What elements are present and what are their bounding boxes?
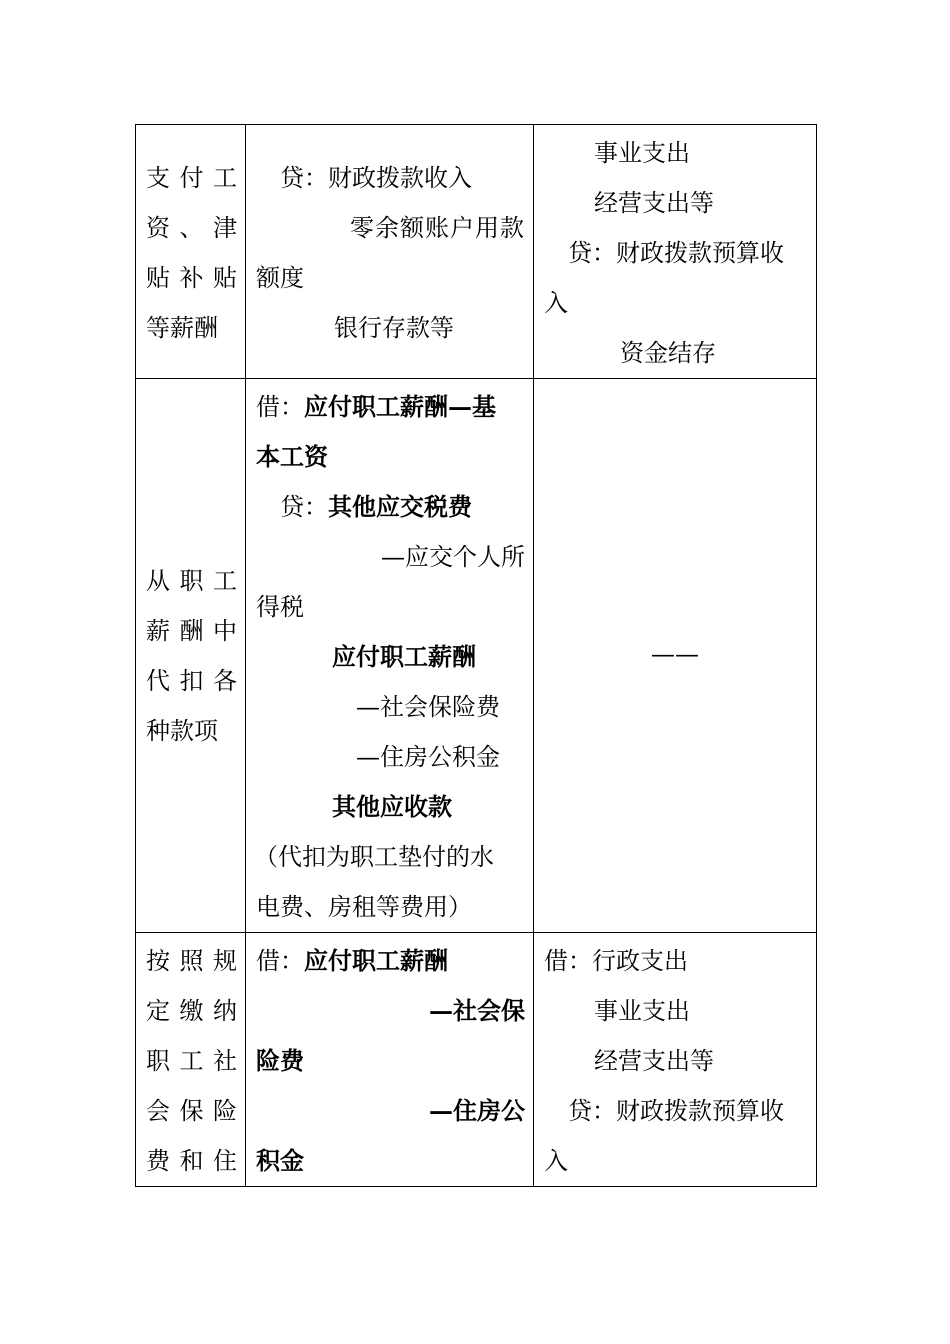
- entry-prefix: 借：: [256, 947, 304, 975]
- item-cell: [136, 933, 246, 1187]
- account-name: 应付职工薪酬: [332, 642, 476, 671]
- item-cell: [136, 379, 246, 933]
- empty-dash: ——: [651, 639, 699, 668]
- item-text: 费和住: [146, 1147, 237, 1175]
- account-name: 应付职工薪酬: [304, 946, 448, 975]
- item-text: 支付工: [146, 164, 237, 192]
- entry-prefix: 借：: [256, 393, 304, 421]
- budget-accounting-cell: [534, 933, 817, 1187]
- account-name: —社会保: [429, 996, 525, 1025]
- entry-line: 得税: [256, 593, 304, 621]
- budget-accounting-cell: [534, 125, 817, 379]
- entry-line: 额度: [256, 264, 304, 292]
- account-name: 其他应收款: [332, 792, 452, 821]
- entry-line: —住房公积金: [356, 743, 500, 771]
- table-row: [136, 125, 817, 379]
- account-name: 其他应交税费: [328, 492, 472, 521]
- account-name: 积金: [256, 1146, 304, 1175]
- item-text: 种款项: [146, 717, 218, 745]
- item-text: 薪酬中: [146, 617, 237, 645]
- table-row: [136, 933, 817, 1187]
- item-text: 职工社: [146, 1047, 237, 1075]
- account-name: —住房公: [429, 1096, 525, 1125]
- item-text: 定缴纳: [146, 997, 237, 1025]
- account-name: 险费: [256, 1046, 304, 1075]
- entry-line: 入: [544, 1147, 568, 1175]
- entry-line: 贷：财政拨款预算收: [568, 239, 784, 267]
- entry-line: 资金结存: [620, 339, 716, 367]
- entry-line: 经营支出等: [594, 189, 714, 217]
- entry-line: 事业支出: [594, 139, 690, 167]
- item-text: 等薪酬: [146, 314, 218, 342]
- entry-line: 贷：财政拨款预算收: [568, 1097, 784, 1125]
- item-text: 贴补贴: [146, 264, 237, 292]
- entry-line: 零余额账户用款: [350, 214, 525, 242]
- entry-line: 银行存款等: [334, 314, 454, 342]
- entry-line: 经营支出等: [594, 1047, 714, 1075]
- entry-prefix: 贷：: [280, 493, 328, 521]
- item-text: 按照规: [146, 947, 237, 975]
- item-text: 代扣各: [146, 667, 237, 695]
- item-text: 从职工: [146, 567, 237, 595]
- entry-line: —应交个人所: [381, 543, 525, 571]
- financial-accounting-cell: [246, 125, 534, 379]
- entry-line: 入: [544, 289, 568, 317]
- account-name: 本工资: [256, 442, 328, 471]
- account-name: 应付职工薪酬—基: [304, 392, 496, 421]
- entry-line: 事业支出: [594, 997, 690, 1025]
- financial-accounting-cell: [246, 379, 534, 933]
- entry-line: 贷：财政拨款收入: [280, 164, 472, 192]
- entry-line: —社会保险费: [356, 693, 500, 721]
- entry-line: （代扣为职工垫付的水: [254, 843, 494, 871]
- accounting-entries-table: [135, 124, 817, 1187]
- financial-accounting-cell: [246, 933, 534, 1187]
- item-text: 资、津: [146, 214, 237, 242]
- budget-accounting-cell: [534, 379, 817, 933]
- item-cell: [136, 125, 246, 379]
- entry-line: 借：行政支出: [544, 947, 688, 975]
- item-text: 会保险: [146, 1097, 237, 1125]
- entry-line: 电费、房租等费用）: [256, 893, 472, 921]
- table-row: [136, 379, 817, 933]
